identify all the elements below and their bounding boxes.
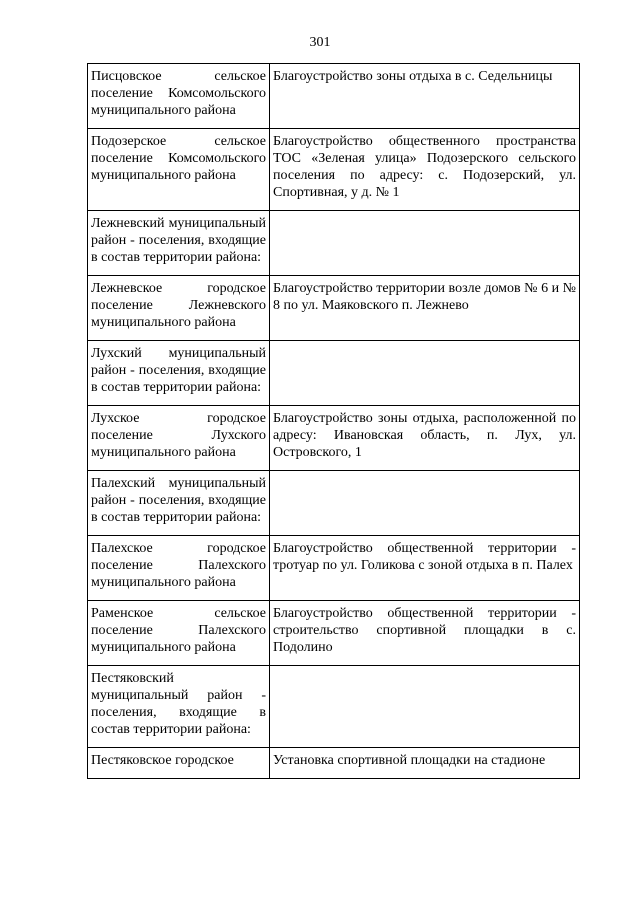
table-row (88, 748, 580, 779)
table-row (88, 276, 580, 341)
table-row (88, 601, 580, 666)
settlement-cell: Подозерское сельское поселение Комсомольского муниципального района (88, 129, 270, 211)
project-cell-empty (270, 341, 580, 406)
project-cell: Благоустройство общественной территории - строительство спортивной площадки в с. Подолино (270, 601, 580, 666)
project-cell: Благоустройство общественного пространства ТОС «Зеленая улица» Подозерского сельского поселения по адресу: с. Подозерский, ул. Спортивная, у д. № 1 (270, 129, 580, 211)
table-row (88, 471, 580, 536)
district-heading-cell: Лежневский муниципальный район - поселения, входящие в состав территории района: (88, 211, 270, 276)
settlement-cell: Лухское городское поселение Лухского муниципального района (88, 406, 270, 471)
district-heading-cell: Пестяковский муниципальный район - поселения, входящие в состав территории района: (88, 666, 270, 748)
project-cell: Благоустройство зоны отдыха в с. Седельницы (270, 64, 580, 129)
settlement-cell: Лежневское городское поселение Лежневского муниципального района (88, 276, 270, 341)
page-number: 301 (309, 35, 331, 50)
project-cell: Благоустройство зоны отдыха, расположенной по адресу: Ивановская область, п. Лух, ул. Островского, 1 (270, 406, 580, 471)
settlement-cell: Писцовское сельское поселение Комсомольского муниципального района (88, 64, 270, 129)
table-row (88, 211, 580, 276)
table-row (88, 129, 580, 211)
table-row (88, 64, 580, 129)
settlement-cell: Пестяковское городское (88, 748, 270, 779)
project-cell: Установка спортивной площадки на стадионе (270, 748, 580, 779)
district-heading-cell: Лухский муниципальный район - поселения, входящие в состав территории района: (88, 341, 270, 406)
project-cell-empty (270, 211, 580, 276)
settlement-cell: Палехское городское поселение Палехского муниципального района (88, 536, 270, 601)
project-cell: Благоустройство территории возле домов № 6 и № 8 по ул. Маяковского п. Лежнево (270, 276, 580, 341)
table-row (88, 666, 580, 748)
settlements-projects-table (87, 63, 580, 779)
project-cell-empty (270, 666, 580, 748)
table-row (88, 341, 580, 406)
table-row (88, 536, 580, 601)
table-row (88, 406, 580, 471)
settlement-cell: Раменское сельское поселение Палехского муниципального района (88, 601, 270, 666)
project-cell-empty (270, 471, 580, 536)
district-heading-cell: Палехский муниципальный район - поселения, входящие в состав территории района: (88, 471, 270, 536)
project-cell: Благоустройство общественной территории - тротуар по ул. Голикова с зоной отдыха в п. Палех (270, 536, 580, 601)
settlements-table-container (87, 63, 580, 905)
